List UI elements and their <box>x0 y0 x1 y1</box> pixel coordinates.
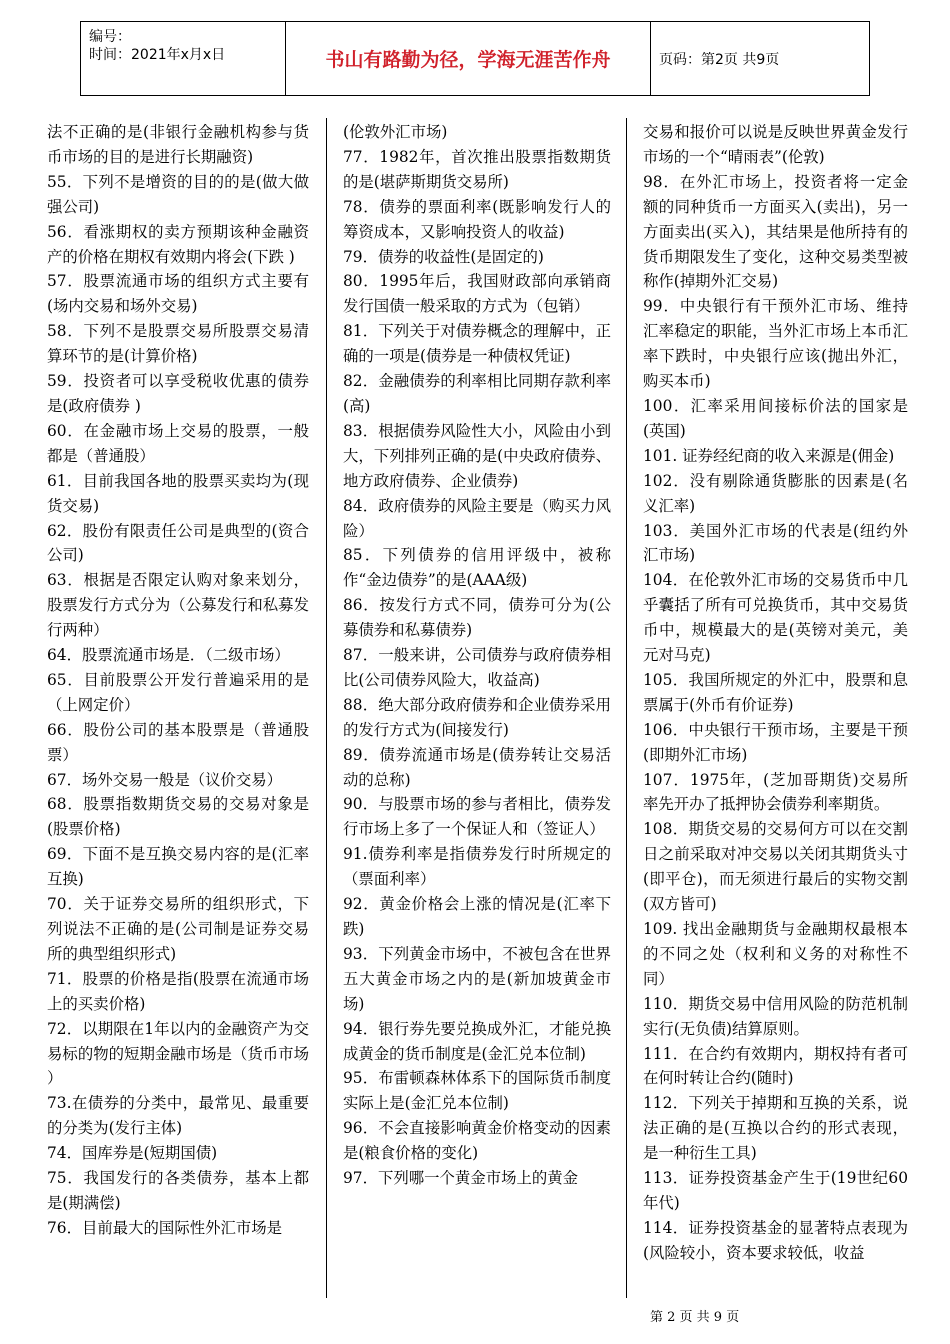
question-item: 84．政府债券的风险主要是（购买力风险） <box>343 496 611 540</box>
question-item: 113．证券投资基金产生于(19世纪60年代) <box>643 1169 908 1212</box>
question-item: 63．根据是否限定认购对象来划分，股票发行方式分为（公募发行和私募发行两种） <box>47 571 309 640</box>
question-item: 112．下列关于掉期和互换的关系，说法正确的是(互换以合约的形式表现，是一种衍生工具) <box>643 1094 908 1163</box>
question-item: 99．中央银行有干预外汇市场、维持汇率稳定的职能，当外汇市场上本币汇率下跌时，中央银行应该(抛出外汇，购买本币) <box>643 297 908 391</box>
question-item: 58．下列不是股票交易所股票交易清算环节的是(计算价格) <box>47 322 309 366</box>
question-item: 66．股份公司的基本股票是（普通股票） <box>47 720 309 764</box>
question-item: 82．金融债券的利率相比同期存款利率(高) <box>343 372 611 415</box>
question-item: 96．不会直接影响黄金价格变动的因素是(粮食价格的变化) <box>343 1119 611 1163</box>
question-item: 87．一般来讲，公司债券与政府债券相比(公司债券风险大，收益高) <box>343 646 611 689</box>
text-column-1 <box>47 120 309 1241</box>
question-item: 83．根据债券风险性大小，风险由小到大，下列排列正确的是(中央政府债券、地方政府债券、企业债券) <box>343 421 611 490</box>
header-meta <box>81 22 286 95</box>
question-item: 68．股票指数期货交易的交易对象是(股票价格) <box>47 795 309 839</box>
question-item: 57．股票流通市场的组织方式主要有(场内交易和场外交易) <box>47 272 309 316</box>
question-item: 86．按发行方式不同，债券可分为(公募债券和私募债券) <box>343 596 611 640</box>
question-item: 76．目前最大的国际性外汇市场是 <box>47 1218 283 1237</box>
header-page-info: 页码：第2页 共9页 <box>659 51 780 68</box>
question-item: 92．黄金价格会上涨的情况是(汇率下跌) <box>343 895 611 938</box>
question-item: 108．期货交易的交易何方可以在交割日之前采取对冲交易以关闭其期货头寸(即平仓)，而无须进行最后的实物交割(双方皆可) <box>643 820 908 914</box>
question-item: 88．绝大部分政府债券和企业债券采用的发行方式为(间接发行) <box>343 695 611 739</box>
question-item: 56．看涨期权的卖方预期该种金融资产的价格在期权有效期内将会(下跌 ) <box>47 222 309 266</box>
question-item: 74．国库券是(短期国债) <box>47 1144 218 1163</box>
text-column-2 <box>343 120 611 1191</box>
question-item: 72．以期限在1年以内的金融资产为交易标的物的短期金融市场是（货币市场 ） <box>47 1019 309 1088</box>
header-motto: 书山有路勤为径，学海无涯苦作舟 <box>286 22 651 95</box>
question-item: 106．中央银行干预市场，主要是干预(即期外汇市场) <box>643 720 908 764</box>
question-item: 89．债券流通市场是(债券转让交易活动的总称) <box>343 745 611 789</box>
question-item: 104．在伦敦外汇市场的交易货币中几乎囊括了所有可兑换货币，其中交易货币中，规模最大的是(英镑对美元，美元对马克) <box>643 571 908 665</box>
question-item: 67．场外交易一般是（议价交易） <box>47 770 283 789</box>
question-item: 59．投资者可以享受税收优惠的债券是(政府债券 ) <box>47 372 309 415</box>
question-item: 法不正确的是(非银行金融机构参与货币市场的目的是进行长期融资) <box>47 123 309 166</box>
question-item: 75．我国发行的各类债券，基本上都是(期满偿) <box>47 1169 309 1212</box>
question-item: 105．我国所规定的外汇中，股票和息票属于(外币有价证券) <box>643 670 908 714</box>
question-item: 95．布雷顿森林体系下的国际货币制度实际上是(金汇兑本位制) <box>343 1069 611 1113</box>
question-item: 60．在金融市场上交易的股票，一般都是（普通股） <box>47 421 309 465</box>
question-item: 107．1975年，(芝加哥期货)交易所率先开办了抵押协会债券利率期货。 <box>643 770 908 814</box>
question-item: 100．汇率采用间接标价法的国家是(英国) <box>643 396 908 440</box>
column-divider <box>626 118 627 1298</box>
question-item: 91.债券利率是指债券发行时所规定的（票面利率） <box>343 845 611 889</box>
question-item: 79．债券的收益性(是固定的) <box>343 247 544 266</box>
question-item: 65．目前股票公开发行普遍采用的是（上网定价） <box>47 670 309 714</box>
question-item: 71．股票的价格是指(股票在流通市场上的买卖价格) <box>47 969 309 1013</box>
question-item: (伦敦外汇市场) <box>343 123 448 141</box>
question-item: 90．与股票市场的参与者相比，债券发行市场上多了一个保证人和（签证人） <box>343 795 611 839</box>
question-item: 69．下面不是互换交易内容的是(汇率互换) <box>47 845 309 889</box>
question-item: 110．期货交易中信用风险的防范机制实行(无负债)结算原则。 <box>643 994 908 1038</box>
question-item: 114．证券投资基金的显著特点表现为(风险较小，资本要求较低，收益 <box>643 1218 908 1262</box>
question-item: 101. 证券经纪商的收入来源是(佣金) <box>643 446 895 465</box>
question-item: 77．1982年，首次推出股票指数期货的是(堪萨斯期货交易所) <box>343 147 611 191</box>
column-divider <box>326 118 327 1298</box>
question-item: 98．在外汇市场上，投资者将一定金额的同种货币一方面买入(卖出)，另一方面卖出(买入)，其结果是他所持有的货币期限发生了变化，这种交易类型被称作(掉期外汇交易) <box>643 172 908 291</box>
text-column-3 <box>643 120 908 1266</box>
question-item: 103．美国外汇市场的代表是(纽约外汇市场) <box>643 521 908 565</box>
question-item: 64．股票流通市场是．（二级市场） <box>47 646 290 665</box>
question-item: 73.在债券的分类中，最常见、最重要的分类为(发行主体) <box>47 1094 309 1138</box>
question-item: 61．目前我国各地的股票买卖均为(现货交易) <box>47 471 309 515</box>
question-item: 93．下列黄金市场中，不被包含在世界五大黄金市场之内的是(新加坡黄金市场) <box>343 944 611 1013</box>
page-header <box>80 21 870 96</box>
question-item: 85．下列债券的信用评级中，被称作“金边债券”的是(AAA级) <box>343 546 611 590</box>
question-item: 97．下列哪一个黄金市场上的黄金 <box>343 1169 579 1188</box>
question-item: 81．下列关于对债券概念的理解中，正确的一项是(债券是一种债权凭证) <box>343 322 611 366</box>
question-item: 94．银行券先要兑换成外汇，才能兑换成黄金的货币制度是(金汇兑本位制) <box>343 1019 611 1063</box>
page-footer: 第 2 页 共 9 页 <box>650 1310 740 1325</box>
serial-label: 编号： <box>89 29 131 45</box>
question-item: 78．债券的票面利率(既影响发行人的筹资成本，又影响投资人的收益) <box>343 197 611 241</box>
question-item: 55．下列不是增资的目的的是(做大做强公司) <box>47 172 309 216</box>
question-item: 62．股份有限责任公司是典型的(资合公司) <box>47 521 309 565</box>
time-label: 时间：2021年x月x日 <box>89 47 226 63</box>
question-item: 80．1995年后，我国财政部向承销商发行国债一般采取的方式为（包销） <box>343 272 611 316</box>
question-item: 交易和报价可以说是反映世界黄金发行市场的一个“晴雨表”(伦敦) <box>643 123 908 166</box>
question-item: 70．关于证券交易所的组织形式，下列说法不正确的是(公司制是证券交易所的典型组织形式) <box>47 895 309 963</box>
question-item: 111．在合约有效期内，期权持有者可在何时转让合约(随时) <box>643 1044 908 1088</box>
question-item: 109. 找出金融期货与金融期权最根本的不同之处（权利和义务的对称性不同） <box>643 920 908 988</box>
question-item: 102．没有剔除通货膨胀的因素是(名义汇率) <box>643 471 908 515</box>
